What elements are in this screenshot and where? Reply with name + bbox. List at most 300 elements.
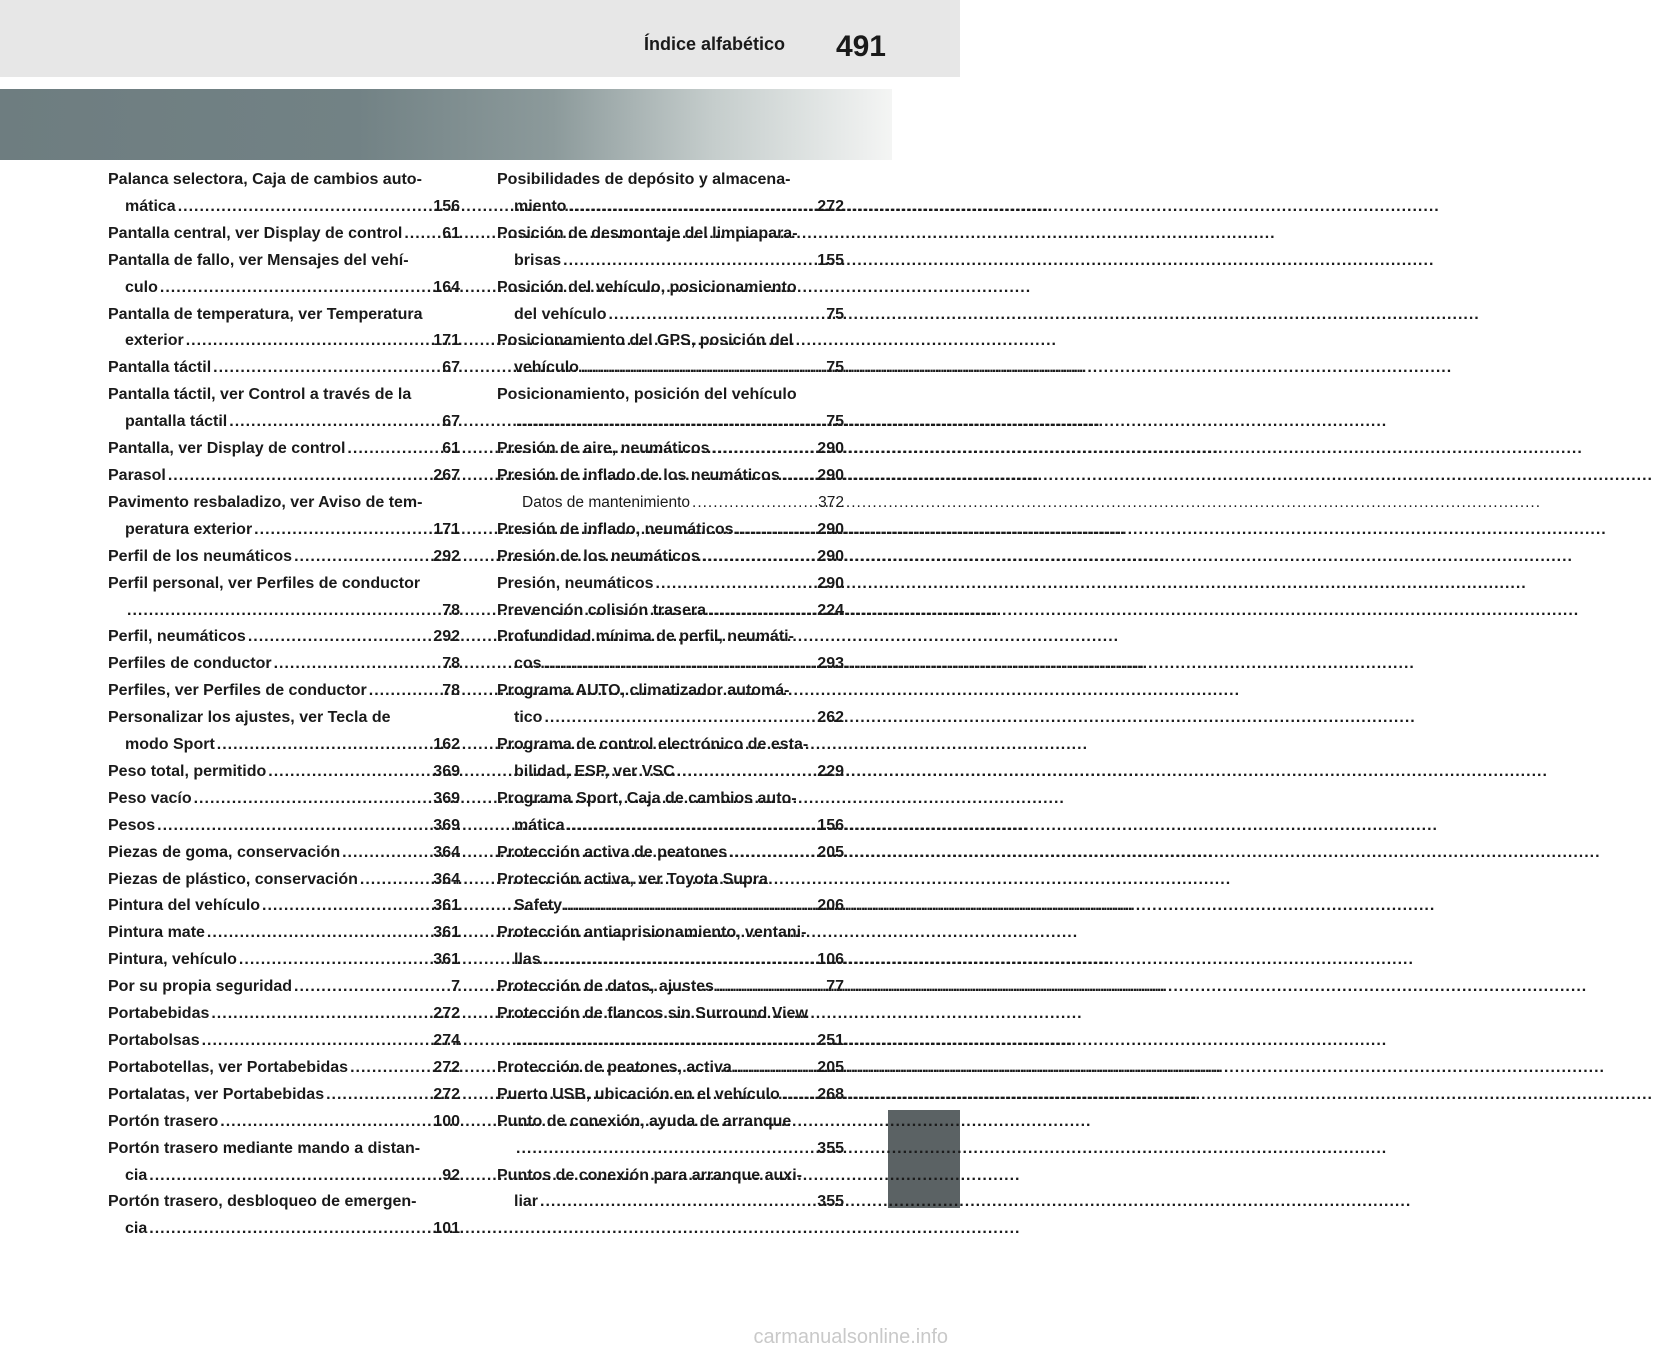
index-entry-text: Programa Sport, Caja de cambios auto- [497, 789, 797, 807]
index-entry-row [497, 1136, 844, 1163]
header-bar [0, 0, 960, 77]
index-entry-term: Piezas de plástico, conservación [108, 870, 358, 888]
index-entry-row [108, 1001, 460, 1028]
dot-leader [178, 194, 433, 221]
index-entry-row [108, 813, 460, 840]
index-entry-text: Posición de desmontaje del limpiapara- [497, 224, 798, 242]
index-entry-row [108, 786, 460, 813]
index-entry-term: mática [125, 197, 176, 215]
index-entry-text: Posicionamiento del GPS, posición del [497, 332, 794, 350]
dot-leader [149, 1216, 432, 1243]
index-entry-page: 61 [442, 440, 460, 458]
dot-leader [568, 194, 816, 221]
dot-leader [347, 436, 441, 463]
index-entry [108, 436, 460, 463]
index-entry-row [108, 355, 460, 382]
dot-leader [217, 732, 433, 759]
dot-leader [211, 1001, 432, 1028]
index-entry [108, 167, 460, 221]
index-entry-row [108, 947, 460, 974]
dot-leader [369, 678, 441, 705]
index-entry-term: cia [125, 1166, 148, 1184]
index-entry-row [497, 759, 844, 786]
index-entry-term: tico [514, 709, 543, 727]
index-entry-page: 290 [817, 440, 844, 458]
index-entry [108, 221, 460, 248]
index-entry-term: Perfiles de conductor [108, 655, 272, 673]
dot-leader [326, 1082, 432, 1109]
dot-leader [262, 893, 432, 920]
index-entry-term: Perfiles, ver Perfiles de conductor [108, 682, 367, 700]
dot-leader [581, 355, 825, 382]
dot-leader [207, 920, 432, 947]
index-entry-row [497, 302, 844, 329]
index-entry-text: Posición del vehículo, posicionamiento [497, 278, 797, 296]
index-entry-row [497, 893, 844, 920]
index-entry-page: 7 [451, 978, 460, 996]
index-entry-page: 77 [826, 978, 844, 996]
index-entry-page: 272 [433, 1058, 460, 1076]
index-entry-row [497, 813, 844, 840]
index-entry-row [497, 463, 844, 490]
index-entry-row [108, 1055, 460, 1082]
index-entry [497, 598, 844, 625]
dot-leader [702, 544, 817, 571]
index-entry-page: 61 [442, 224, 460, 242]
index-entry-row [497, 1082, 844, 1109]
index-entry-row [108, 1163, 460, 1190]
dot-leader [782, 463, 817, 490]
index-entry-page: 364 [433, 843, 460, 861]
index-entry [108, 355, 460, 382]
index-entry-row [108, 1028, 460, 1055]
index-entry [497, 1082, 844, 1109]
dot-leader [294, 974, 450, 1001]
index-entry-row [497, 974, 844, 1001]
index-entry-text: Protección antiaprisionamiento, ventani- [497, 924, 807, 942]
index-entry [497, 1055, 844, 1082]
index-entry [108, 463, 460, 490]
dot-leader [254, 517, 432, 544]
section-banner [0, 89, 892, 160]
index-entry [497, 840, 844, 867]
index-entry-text: Portón trasero, desbloqueo de emergen- [108, 1193, 417, 1211]
index-entry-page: 156 [817, 816, 844, 834]
index-entry-term: Piezas de goma, conservación [108, 843, 341, 861]
index-entry-term: Peso total, permitido [108, 762, 267, 780]
index-entry-term: modo Sport [125, 736, 215, 754]
index-entry-page: 67 [442, 413, 460, 431]
dot-leader [692, 490, 817, 517]
index-entry-row [497, 1189, 844, 1216]
index-entry-page: 355 [817, 1139, 844, 1157]
index-entry [497, 867, 844, 921]
index-entry-page: 205 [817, 843, 844, 861]
index-entry-row [108, 328, 460, 355]
index-entry-page: 292 [433, 547, 460, 565]
index-entry-term: Perfil de los neumáticos [108, 547, 293, 565]
index-entry-row [108, 275, 460, 302]
index-entry-text: Pantalla táctil, ver Control a través de la [108, 386, 412, 404]
index-entry [108, 974, 460, 1001]
index-entry [497, 221, 844, 275]
index-entry [108, 705, 460, 759]
index-entry-page: 75 [826, 359, 844, 377]
index-entry-page: 162 [433, 736, 460, 754]
index-entry-term: Pintura mate [108, 924, 205, 942]
dot-leader [567, 813, 817, 840]
index-entry-page: 171 [433, 520, 460, 538]
index-entry-page: 164 [433, 278, 460, 296]
dot-leader [656, 571, 817, 598]
index-entry-row [108, 1082, 460, 1109]
index-entry-term: llas [514, 951, 541, 969]
index-entry-page: 206 [817, 897, 844, 915]
index-entry-term: Datos de mantenimiento [522, 493, 691, 511]
index-entry-row [108, 732, 460, 759]
index-entry [108, 1109, 460, 1136]
index-entry [497, 786, 844, 840]
index-entry [497, 328, 844, 382]
dot-leader [563, 248, 816, 275]
index-entry-text: Posibilidades de depósito y almacena- [497, 171, 791, 188]
dot-leader [712, 436, 817, 463]
index-entry [497, 624, 844, 678]
dot-leader [404, 221, 441, 248]
index-entry-page: 75 [826, 305, 844, 323]
index-entry-row [497, 1055, 844, 1082]
index-entry [108, 867, 460, 894]
index-entry [108, 1189, 460, 1243]
index-entry [497, 678, 844, 732]
dot-leader [350, 1055, 432, 1082]
dot-leader [268, 759, 432, 786]
index-entry [108, 382, 460, 436]
index-entry-term: Portalatas, ver Portabebidas [108, 1085, 325, 1103]
index-entry [108, 651, 460, 678]
section-title: Índice alfabético [643, 34, 785, 54]
dot-leader [294, 544, 432, 571]
index-entry [497, 1109, 844, 1163]
index-entry-page: 251 [817, 1032, 844, 1049]
dot-leader [516, 409, 825, 436]
index-entry-term: Portabotellas, ver Portabebidas [108, 1058, 349, 1076]
index-entry-page: 361 [433, 897, 460, 915]
index-entry-row [497, 355, 844, 382]
index-entry-page: 369 [433, 762, 460, 780]
index-entry-text: Portón trasero mediante mando a distan- [108, 1139, 421, 1157]
index-column-right [497, 167, 844, 1216]
index-entry-row [108, 517, 460, 544]
index-entry-term: Pantalla, ver Display de control [108, 440, 346, 458]
index-entry-row [497, 651, 844, 678]
index-entry-text: Profundidad mínima de perfil, neumáti- [497, 628, 794, 646]
dot-leader [544, 705, 816, 732]
index-entry-page: 78 [442, 601, 460, 619]
dot-leader [194, 786, 433, 813]
index-entry [497, 436, 844, 463]
index-entry-page: 369 [433, 816, 460, 834]
index-entry-row [108, 624, 460, 651]
index-entry-page: 361 [433, 951, 460, 969]
dot-leader [716, 974, 825, 1001]
dot-leader [540, 1189, 816, 1216]
index-entry-row [108, 1216, 460, 1243]
index-entry-row [108, 463, 460, 490]
index-entry-page: 171 [433, 332, 460, 350]
index-entry [108, 302, 460, 356]
index-entry-page: 369 [433, 789, 460, 807]
index-entry [497, 167, 844, 221]
dot-leader [149, 1163, 441, 1190]
index-entry-row [497, 409, 844, 436]
index-entry-row [497, 194, 844, 221]
dot-leader [157, 813, 432, 840]
index-entry [497, 571, 844, 598]
index-entry-term: cia [125, 1220, 148, 1238]
index-entry-row [497, 598, 844, 625]
index-entry-text: Punto de conexión, ayuda de arranque [497, 1112, 792, 1130]
index-entry-row [497, 571, 844, 598]
index-entry-text: Personalizar los ajustes, ver Tecla de [108, 709, 391, 727]
index-entry-text: Protección activa, ver Toyota Supra [497, 870, 768, 888]
dot-leader [248, 624, 432, 651]
index-entry [497, 275, 844, 329]
index-entry-row [108, 974, 460, 1001]
index-entry-page: 290 [817, 574, 844, 592]
index-entry-row [108, 651, 460, 678]
dot-leader [708, 598, 816, 625]
index-entry-term: bilidad, ESP, ver VSC [514, 762, 675, 780]
index-entry [108, 1001, 460, 1028]
index-entry-page: 268 [817, 1085, 844, 1103]
index-entry-page: 156 [433, 197, 460, 215]
index-entry-term: Pintura, vehículo [108, 951, 237, 969]
dot-leader [729, 840, 816, 867]
index-entry-term: Safety [514, 897, 563, 915]
dot-leader [202, 1028, 433, 1055]
index-entry-term: Portabebidas [108, 1005, 210, 1023]
index-entry-term: del vehículo [514, 305, 607, 323]
index-entry-page: 290 [817, 466, 844, 484]
dot-leader [516, 1028, 816, 1055]
index-entry-term: Presión de aire, neumáticos [497, 440, 710, 458]
dot-leader [608, 302, 825, 329]
dot-leader [516, 1136, 816, 1163]
dot-leader [544, 651, 817, 678]
index-entry-term: Pintura del vehículo [108, 897, 261, 915]
index-entry-page: 101 [433, 1220, 460, 1238]
index-entry-term: Pantalla central, ver Display de control [108, 224, 403, 242]
index-entry-term: cos [514, 655, 542, 673]
index-entry-term: liar [514, 1193, 539, 1211]
index-entry-term: Peso vacío [108, 789, 192, 807]
index-entry-row [108, 867, 460, 894]
index-entry-text: Pavimento resbaladizo, ver Aviso de tem- [108, 493, 423, 511]
index-entry-page: 272 [817, 197, 844, 215]
index-entry-row [108, 678, 460, 705]
index-entry-page: 290 [817, 520, 844, 538]
page-number: 491 [835, 30, 886, 63]
index-entry-term: peratura exterior [125, 520, 253, 538]
index-entry [497, 544, 844, 571]
index-entry-page: 272 [433, 1085, 460, 1103]
dot-leader [229, 409, 441, 436]
index-entry [108, 1082, 460, 1109]
index-entry-row [108, 1109, 460, 1136]
index-entry [497, 1001, 844, 1055]
index-entry [497, 732, 844, 786]
index-entry-row [497, 517, 844, 544]
index-entry-page: 262 [817, 709, 844, 727]
index-entry-page: 224 [817, 601, 844, 619]
index-entry-page: 75 [826, 413, 844, 431]
index-entry-row [108, 840, 460, 867]
index-entry [497, 1163, 844, 1217]
index-entry-term: Pesos [108, 816, 156, 834]
index-entry-row [497, 248, 844, 275]
dot-leader [220, 1109, 432, 1136]
dot-leader [736, 517, 817, 544]
dot-leader [274, 651, 442, 678]
index-entry-page: 290 [817, 547, 844, 565]
index-entry [108, 678, 460, 705]
index-entry-row [108, 221, 460, 248]
index-entry [108, 840, 460, 867]
index-entry-row [108, 598, 460, 625]
index-entry-page: 293 [817, 655, 844, 673]
dot-leader [782, 1082, 817, 1109]
index-entry [108, 893, 460, 920]
dot-leader [734, 1055, 817, 1082]
index-entry [108, 759, 460, 786]
index-entry-term: Parasol [108, 466, 166, 484]
index-entry-row [108, 436, 460, 463]
index-entry-term: vehículo [514, 359, 579, 377]
index-entry-page: 229 [817, 762, 844, 780]
index-entry-term: mática [514, 816, 565, 834]
index-entry-term: Presión, neumáticos [497, 574, 654, 592]
index-entry-term: pantalla táctil [125, 413, 228, 431]
index-entry-row [497, 705, 844, 732]
index-entry-term: Protección de peatones, activa [497, 1058, 732, 1076]
index-entry-row [497, 490, 844, 517]
index-entry-term: Prevención colisión trasera [497, 601, 706, 619]
index-entry-text: Palanca selectora, Caja de cambios auto- [108, 171, 422, 188]
index-entry [108, 624, 460, 651]
index-entry [108, 1055, 460, 1082]
index-entry-page: 100 [433, 1112, 460, 1130]
index-entry-row [497, 436, 844, 463]
index-entry-row [497, 1028, 844, 1055]
index-entry-page: 355 [817, 1193, 844, 1211]
dot-leader [543, 947, 817, 974]
index-entry-term: Pantalla táctil [108, 359, 212, 377]
index-entry [108, 1136, 460, 1190]
index-entry-term: Presión de inflado de los neumáticos [497, 466, 780, 484]
dot-leader [677, 759, 817, 786]
index-entry-text: Puntos de conexión para arranque auxi- [497, 1166, 802, 1184]
index-entry-row [108, 409, 460, 436]
index-entry-page: 106 [817, 951, 844, 969]
dot-leader [342, 840, 432, 867]
dot-leader [127, 598, 441, 625]
index-entry-page: 272 [433, 1005, 460, 1023]
index-entry [497, 920, 844, 974]
index-entry [497, 974, 844, 1001]
index-entry-row [108, 893, 460, 920]
index-entry [108, 248, 460, 302]
index-entry-row [497, 840, 844, 867]
index-entry-page: 372 [818, 493, 844, 511]
index-entry [108, 786, 460, 813]
index-entry [108, 1028, 460, 1055]
index-entry-row [108, 759, 460, 786]
index-entry [108, 571, 460, 625]
dot-leader [186, 328, 433, 355]
index-entry [497, 463, 844, 490]
index-entry-term: exterior [125, 332, 184, 350]
index-entry [108, 490, 460, 544]
index-entry-page: 67 [442, 359, 460, 377]
index-entry-term: Presión de los neumáticos [497, 547, 700, 565]
index-entry-page: 78 [442, 682, 460, 700]
index-entry-text: Programa de control electrónico de esta- [497, 736, 809, 754]
index-entry-page: 92 [442, 1166, 460, 1184]
index-entry-row [497, 947, 844, 974]
index-entry [108, 813, 460, 840]
index-entry-text: Pantalla de temperatura, ver Temperatura [108, 305, 423, 323]
index-entry-text: Pantalla de fallo, ver Mensajes del vehí- [108, 251, 409, 269]
index-entry-row [108, 194, 460, 221]
dot-leader [239, 947, 432, 974]
index-entry-term: Protección de datos, ajustes [497, 978, 714, 996]
index-entry-term: Portón trasero [108, 1112, 219, 1130]
index-entry [497, 490, 844, 517]
watermark: carmanualsonline.info [753, 1326, 948, 1348]
index-entry-page: 364 [433, 870, 460, 888]
index-entry [108, 544, 460, 571]
index-entry [108, 920, 460, 947]
index-entry [497, 517, 844, 544]
index-entry-page: 361 [433, 924, 460, 942]
index-entry-term: Puerto USB, ubicación en el vehículo [497, 1085, 780, 1103]
dot-leader [168, 463, 432, 490]
index-entry-term: Protección activa de peatones [497, 843, 728, 861]
index-entry [108, 947, 460, 974]
index-entry-page: 292 [433, 628, 460, 646]
index-entry-term: brisas [514, 251, 562, 269]
index-entry-term: Portabolsas [108, 1032, 200, 1049]
index-entry-row [108, 544, 460, 571]
index-entry-term: Por su propia seguridad [108, 978, 293, 996]
index-entry-term: miento [514, 197, 567, 215]
index-entry-row [108, 920, 460, 947]
index-entry-term: Presión de inflado, neumáticos [497, 520, 734, 538]
index-column-left [108, 167, 460, 1243]
index-entry [497, 382, 844, 436]
dot-leader [160, 275, 432, 302]
dot-leader [360, 867, 432, 894]
index-entry-page: 78 [442, 655, 460, 673]
index-entry-term: Perfil, neumáticos [108, 628, 246, 646]
index-entry-page: 205 [817, 1058, 844, 1076]
index-entry-text: Programa AUTO, climatizador automá- [497, 682, 790, 700]
index-entry-page: 274 [433, 1032, 460, 1049]
index-entry-row [497, 544, 844, 571]
index-entry-page: 155 [817, 251, 844, 269]
dot-leader [213, 355, 441, 382]
